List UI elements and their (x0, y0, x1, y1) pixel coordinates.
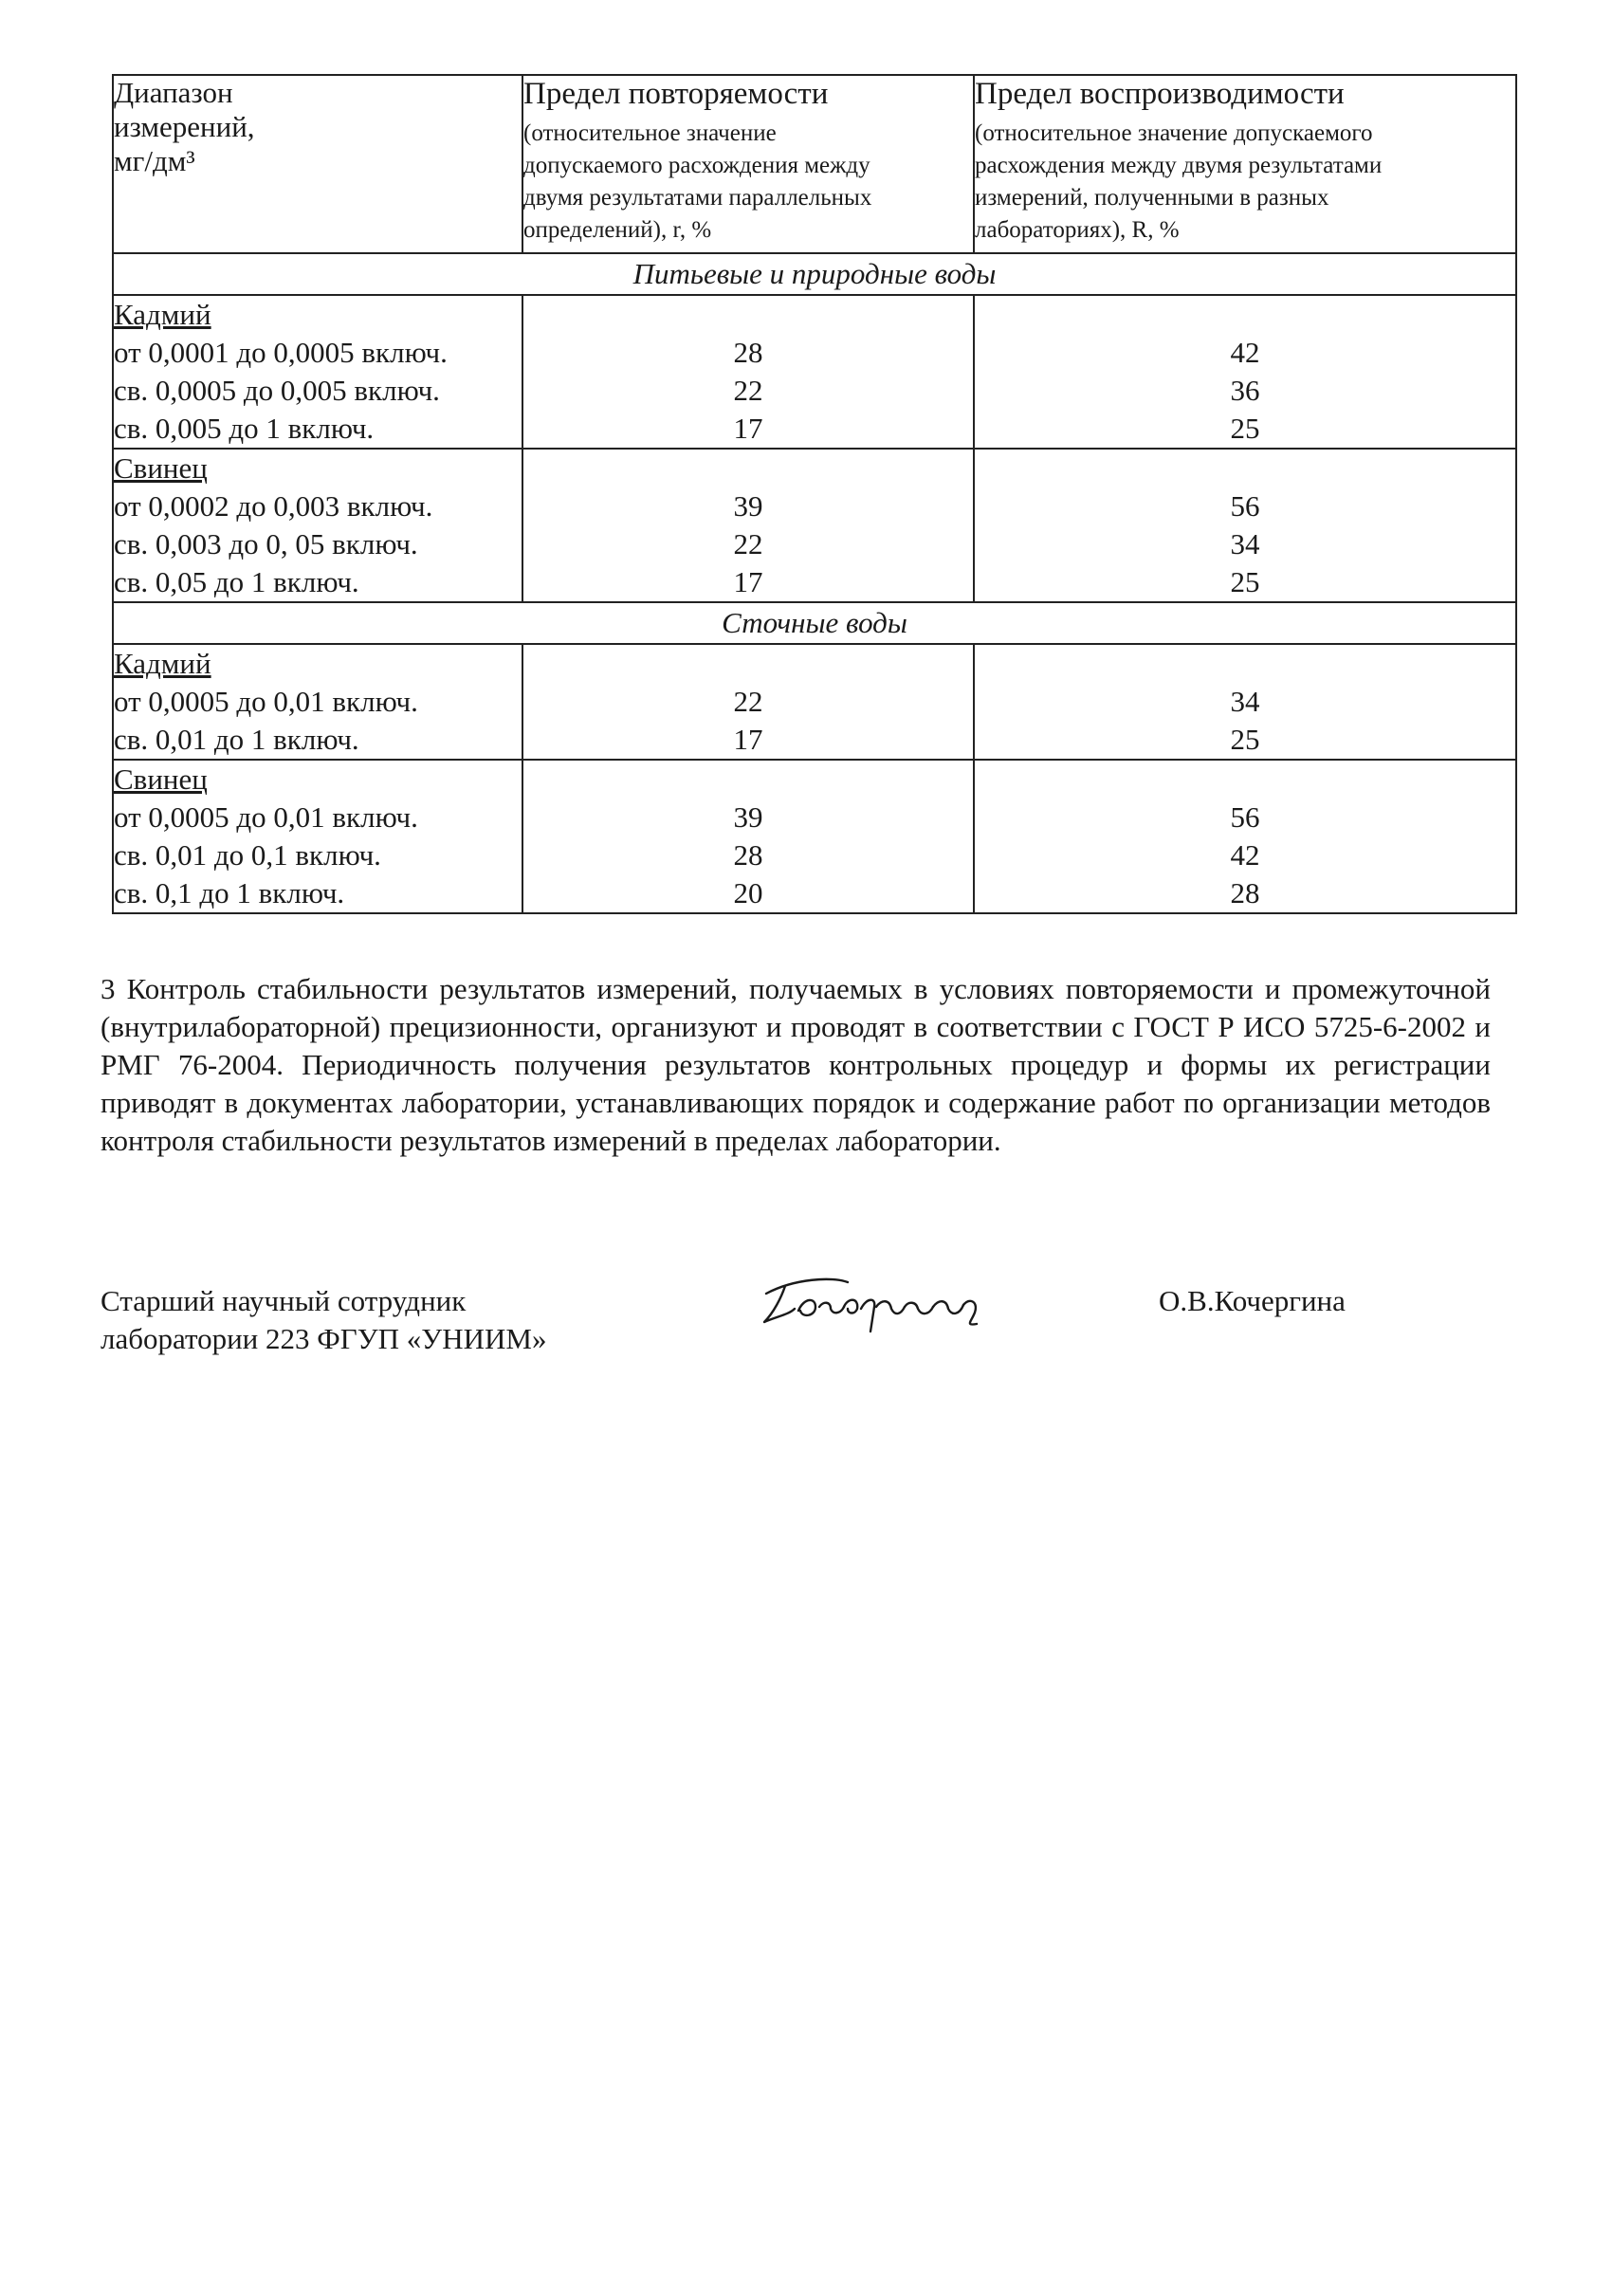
R-value: 56 (1230, 489, 1260, 523)
group-labels (113, 760, 522, 913)
header-reproducibility-sub4: лабораториях), R, % (975, 217, 1180, 243)
header-repeatability-sub2: допускаемого расхождения между (523, 153, 870, 178)
range-label: св. 0,005 до 1 включ. (114, 412, 375, 445)
range-label: св. 0,01 до 1 включ. (114, 723, 359, 756)
precision-table (112, 74, 1517, 914)
range-label: св. 0,01 до 0,1 включ. (114, 838, 381, 872)
range-label: от 0,0005 до 0,01 включ. (114, 800, 418, 834)
element-name: Свинец (114, 762, 208, 796)
header-repeatability (522, 75, 974, 253)
header-range-unit: мг/дм³ (114, 144, 195, 177)
repeatability-values (522, 295, 974, 449)
range-label: от 0,0001 до 0,0005 включ. (114, 336, 448, 369)
R-value: 25 (1230, 565, 1260, 598)
repeatability-values (522, 644, 974, 760)
repeatability-values (522, 760, 974, 913)
signatory-position: Старший научный сотрудник (101, 1284, 467, 1317)
header-reproducibility-sub3: измерений, полученными в разных (975, 185, 1329, 211)
range-label: св. 0,0005 до 0,005 включ. (114, 374, 440, 407)
range-label: св. 0,003 до 0, 05 включ. (114, 527, 418, 560)
section-row-waste-water (113, 602, 1516, 644)
r-value: 17 (733, 723, 763, 756)
section-title: Питьевые и природные воды (113, 253, 1516, 295)
section-row-drinking-water (113, 253, 1516, 295)
element-name: Кадмий (114, 647, 211, 680)
group-labels (113, 295, 522, 449)
reproducibility-values (974, 644, 1516, 760)
group-row-cadmium-waste (113, 644, 1516, 760)
element-name: Кадмий (114, 298, 211, 331)
signatory-name: О.В.Кочергина (1159, 1284, 1346, 1317)
element-name: Свинец (114, 451, 208, 485)
R-value: 34 (1230, 685, 1260, 718)
signatory-organization: лаборатории 223 ФГУП «УНИИМ» (101, 1322, 547, 1355)
r-value: 22 (733, 527, 763, 560)
R-value: 42 (1230, 336, 1260, 369)
header-repeatability-title: Предел повторяемости (523, 77, 829, 111)
handwritten-signature (757, 1269, 1041, 1345)
reproducibility-values (974, 449, 1516, 602)
R-value: 25 (1230, 723, 1260, 756)
R-value: 42 (1230, 838, 1260, 872)
header-repeatability-sub3: двумя результатами параллельных (523, 185, 872, 211)
repeatability-values (522, 449, 974, 602)
R-value: 25 (1230, 412, 1260, 445)
range-label: св. 0,05 до 1 включ. (114, 565, 359, 598)
R-value: 28 (1230, 876, 1260, 909)
header-repeatability-sub4: определений), r, % (523, 217, 712, 243)
group-row-lead-drinking (113, 449, 1516, 602)
table-header-row (113, 75, 1516, 253)
range-label: от 0,0005 до 0,01 включ. (114, 685, 418, 718)
range-label: св. 0,1 до 1 включ. (114, 876, 345, 909)
reproducibility-values (974, 760, 1516, 913)
section-title: Сточные воды (113, 602, 1516, 644)
header-reproducibility-title: Предел воспроизводимости (975, 77, 1345, 111)
r-value: 28 (733, 336, 763, 369)
r-value: 39 (733, 800, 763, 834)
header-range (113, 75, 522, 253)
group-labels (113, 449, 522, 602)
header-range-line1: Диапазон (114, 76, 233, 109)
header-repeatability-sub1: (относительное значение (523, 120, 777, 146)
group-row-cadmium-drinking (113, 295, 1516, 449)
r-value: 20 (733, 876, 763, 909)
r-value: 22 (733, 374, 763, 407)
signatory-title (101, 1282, 546, 1358)
stability-control-paragraph: 3 Контроль стабильности результатов измерений, получаемых в условиях повторяемости и промежуточной (внутрилабораторной) прецизионности, организуют и проводят в соответствии с ГОСТ Р ИСО 5725-6-2002 и РМГ 76-2004. Периодичность получения результатов контрольных процедур и формы их регистрации приводят в документах лаборатории, устанавливающих порядок и содержание работ по организации методов контроля стабильности результатов измерений в пределах лаборатории. (101, 972, 1491, 1157)
R-value: 36 (1230, 374, 1260, 407)
header-range-line2: измерений, (114, 110, 255, 143)
header-reproducibility (974, 75, 1516, 253)
r-value: 39 (733, 489, 763, 523)
range-label: от 0,0002 до 0,003 включ. (114, 489, 433, 523)
r-value: 17 (733, 412, 763, 445)
header-reproducibility-sub1: (относительное значение допускаемого (975, 120, 1373, 146)
group-labels (113, 644, 522, 760)
R-value: 34 (1230, 527, 1260, 560)
r-value: 22 (733, 685, 763, 718)
R-value: 56 (1230, 800, 1260, 834)
r-value: 17 (733, 565, 763, 598)
reproducibility-values (974, 295, 1516, 449)
r-value: 28 (733, 838, 763, 872)
header-reproducibility-sub2: расхождения между двумя результатами (975, 153, 1383, 178)
group-row-lead-waste (113, 760, 1516, 913)
